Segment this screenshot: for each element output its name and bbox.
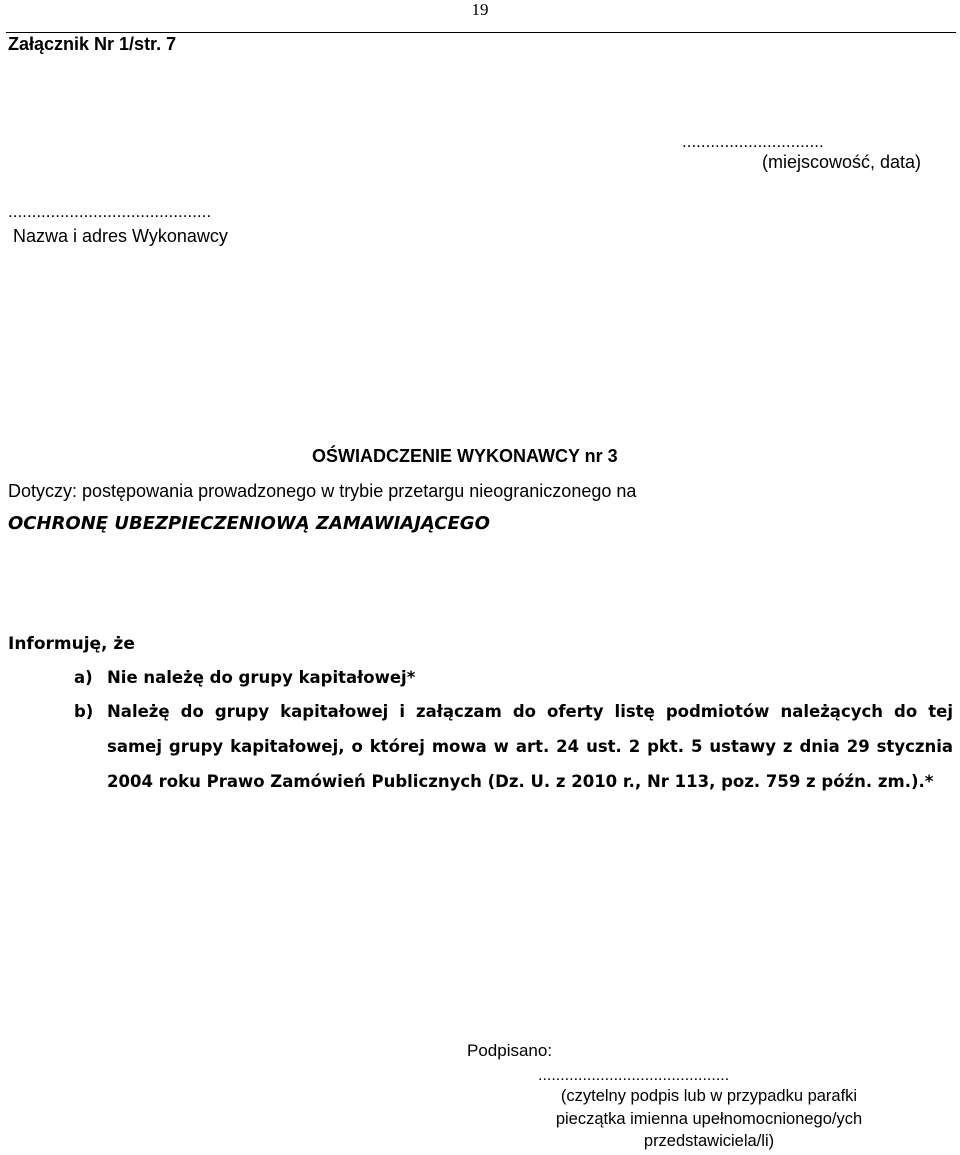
option-b-text-line: samej grupy kapitałowej, o której mowa w art. 24 ust. 2 pkt. 5 ustawy z dnia 29 stycznia [107, 737, 953, 756]
option-b-text-line: Należę do grupy kapitałowej i załączam do oferty listę podmiotów należących do tej [107, 702, 953, 721]
option-b-letter: b) [74, 702, 94, 721]
contractor-name-address-label: Nazwa i adres Wykonawcy [13, 226, 228, 246]
attachment-label: Załącznik Nr 1/str. 7 [8, 34, 177, 54]
option-a-letter: a) [74, 668, 93, 687]
signature-note-line: przedstawiciela/li) [643, 1132, 775, 1150]
place-date-label: (miejscowość, data) [762, 152, 922, 172]
option-a-text: Nie należę do grupy kapitałowej* [107, 668, 416, 687]
header-divider [6, 32, 956, 33]
subject-line: Dotyczy: postępowania prowadzonego w trybie przetargu nieograniczonego na [8, 481, 637, 501]
signature-dots: ........................................... [538, 1067, 730, 1084]
option-b-text-line: 2004 roku Prawo Zamówień Publicznych (Dz. U. z 2010 r., Nr 113, poz. 759 z późn. zm.).* [107, 772, 934, 791]
page-number: 19 [471, 0, 489, 19]
signed-label: Podpisano: [467, 1041, 553, 1060]
contractor-dots: ........................................... [8, 202, 212, 221]
signature-note-line: pieczątka imienna upełnomocnionego/ych [555, 1110, 863, 1128]
inform-label: Informuję, że [8, 634, 135, 654]
subject-name: OCHRONĘ UBEZPIECZENIOWĄ ZAMAWIAJĄCEGO [8, 513, 490, 534]
signature-note-line: (czytelny podpis lub w przypadku parafki [560, 1087, 858, 1105]
place-date-dots: .............................. [682, 132, 824, 151]
statement-title: OŚWIADCZENIE WYKONAWCY nr 3 [312, 446, 618, 466]
